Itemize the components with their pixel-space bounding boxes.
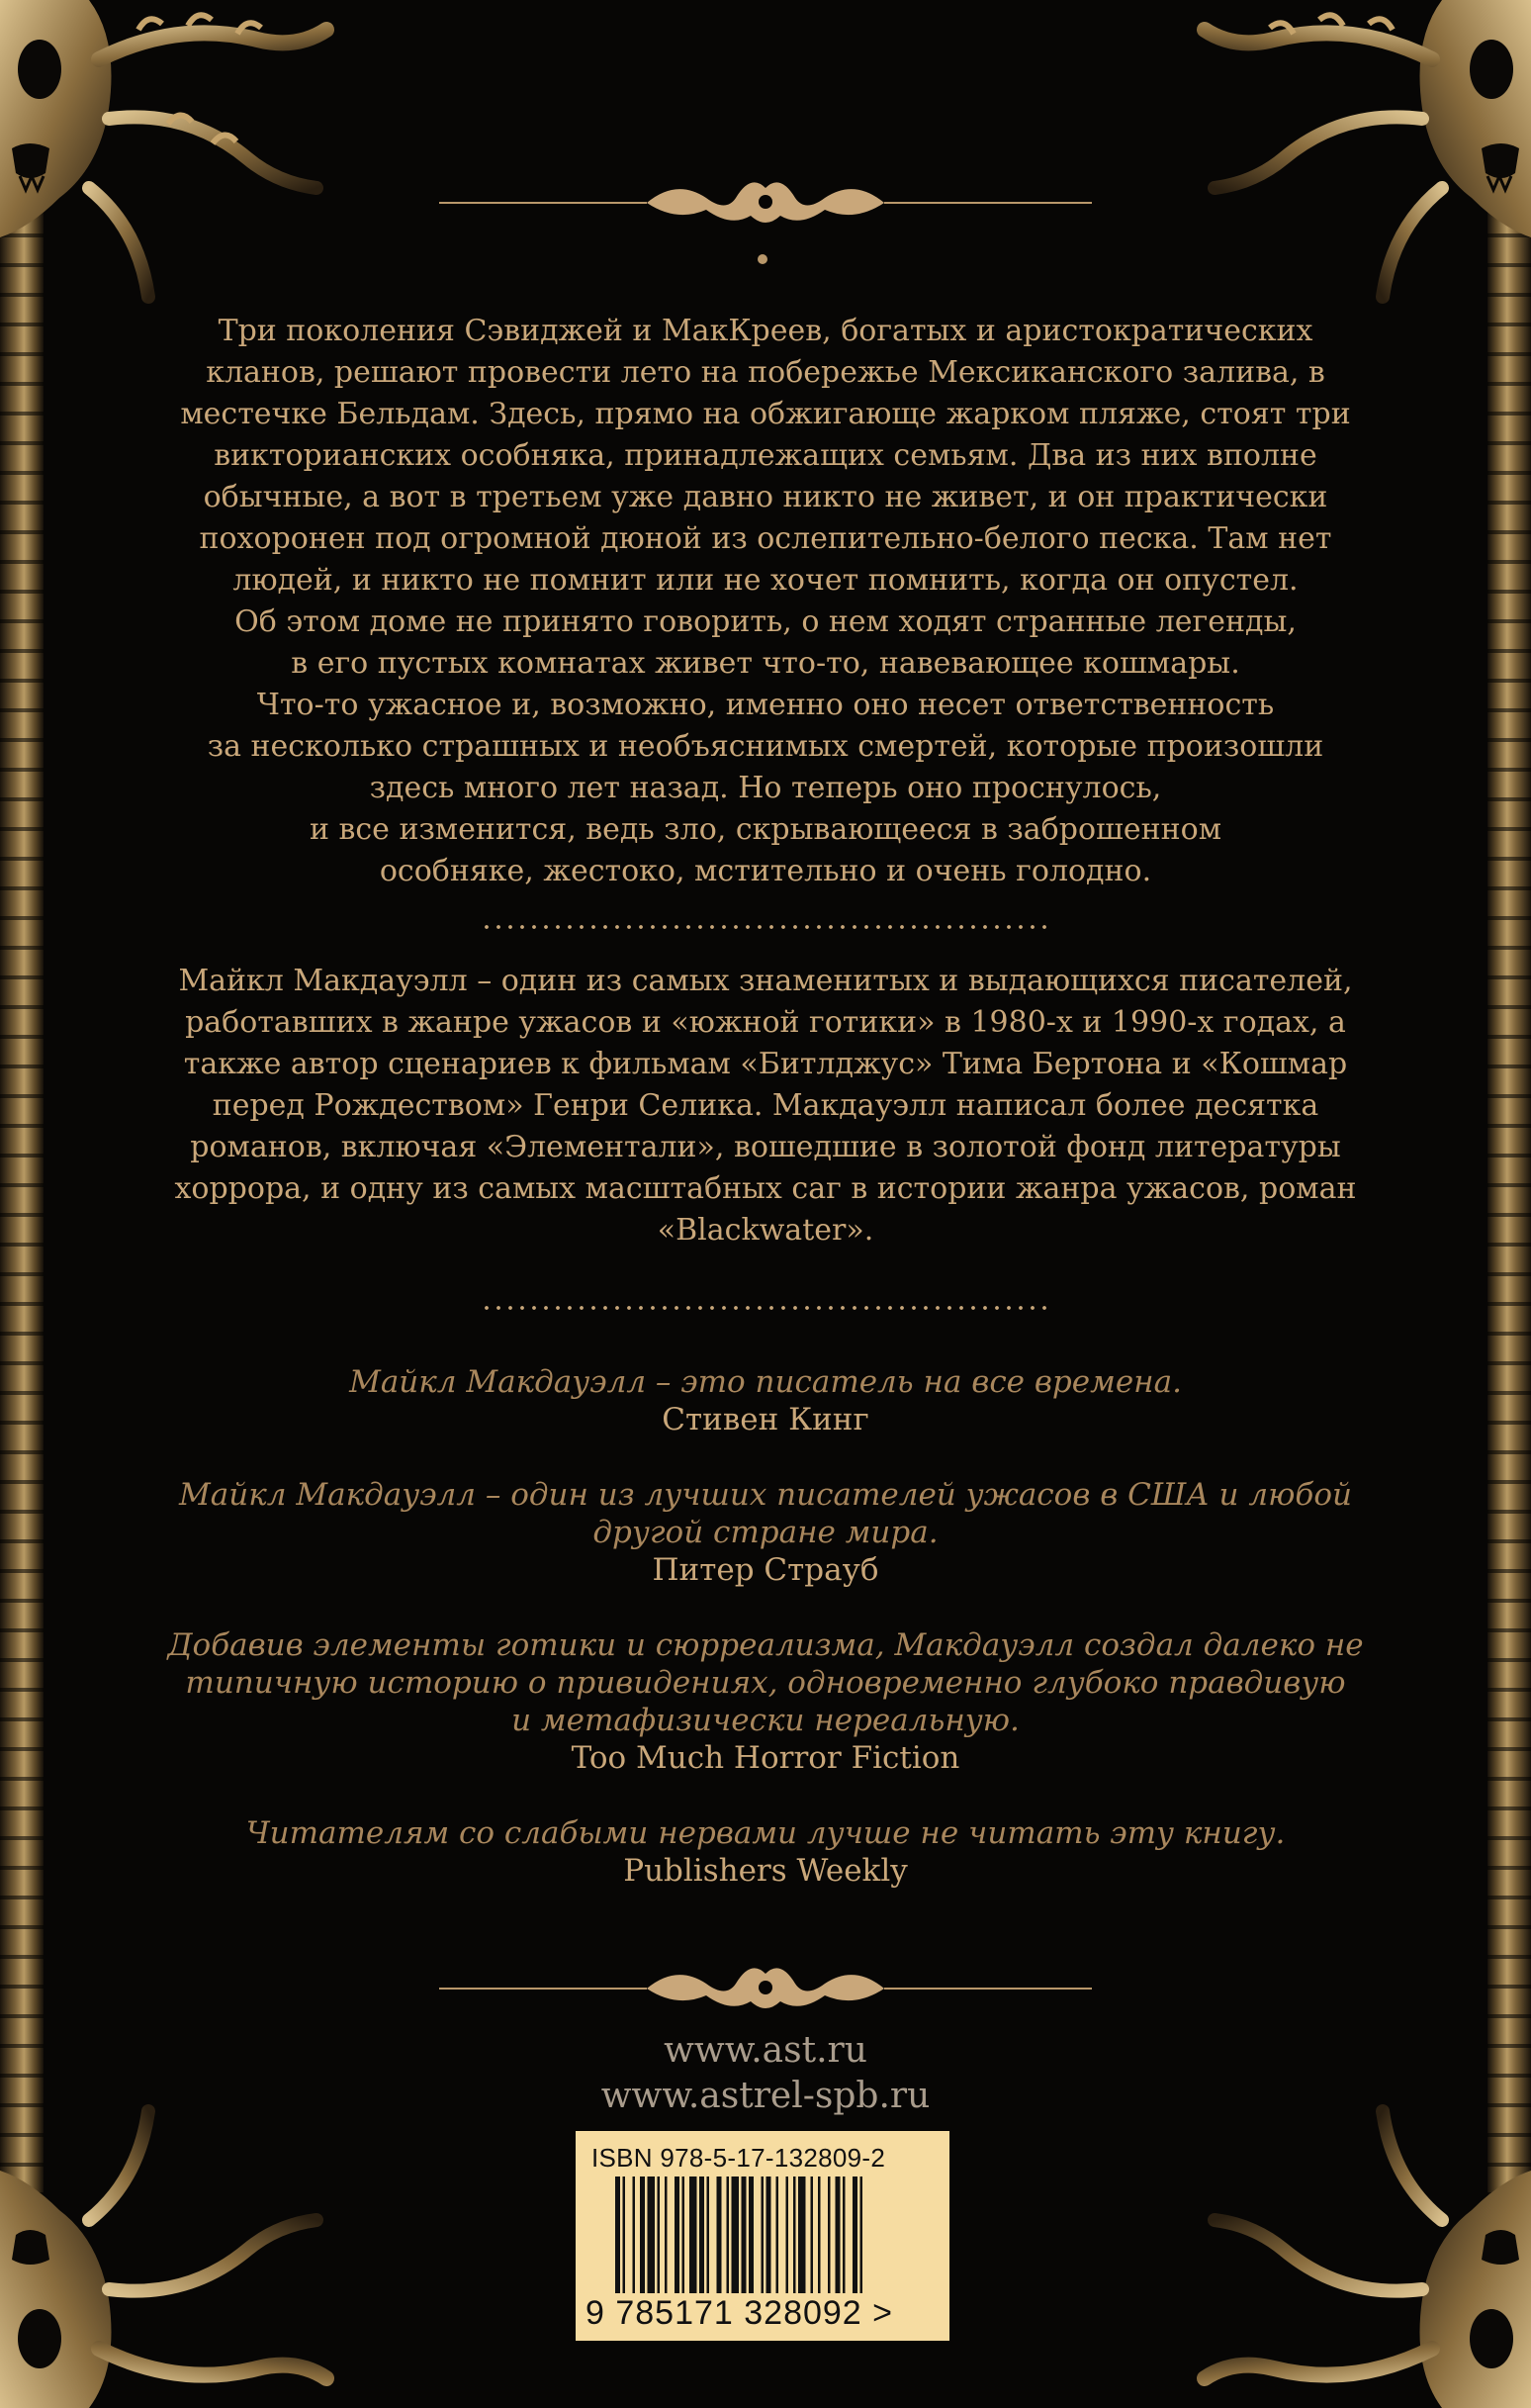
- skull-corner-ornament-icon: [0, 2091, 376, 2408]
- author-bio-line: Майкл Макдауэлл – один из самых знаменитых и выдающихся писателей,: [178, 964, 1353, 998]
- isbn-label: ISBN 978-5-17-132809-2: [591, 2143, 886, 2173]
- review-quote-too-much-horror-fiction: [129, 1626, 1402, 1777]
- skull-corner-ornament-icon: [1155, 0, 1531, 317]
- synopsis-line: местечке Бельдам. Здесь, прямо на обжигающе жарком пляже, стоят три: [180, 397, 1351, 431]
- synopsis-line: людей, и никто не помнит или не хочет помнить, когда он опустел.: [232, 563, 1299, 598]
- website-link[interactable]: www.astrel-spb.ru: [600, 2076, 931, 2116]
- synopsis-line: особняке, жестоко, мстительно и очень голодно.: [379, 854, 1152, 888]
- skull-corner-ornament-icon: [1155, 2091, 1531, 2408]
- review-quote-text: Майкл Макдауэлл – один из лучших писателей ужасов в США и любой: [179, 1477, 1352, 1513]
- synopsis-line: и все изменится, ведь зло, скрывающееся в заброшенном: [309, 812, 1222, 847]
- top-flourish-ornament-icon: [439, 168, 1092, 237]
- skull-corner-ornament-icon: [0, 0, 376, 317]
- synopsis-line: похоронен под огромной дюной из ослепительно-белого песка. Там нет: [199, 521, 1332, 556]
- review-source: Publishers Weekly: [623, 1853, 908, 1889]
- synopsis-line: кланов, решают провести лето на побережье Мексиканского залива, в: [206, 355, 1325, 390]
- barcode-digits: 9 785171 328092 >: [585, 2294, 894, 2332]
- review-quote-text: и метафизически нереальную.: [511, 1703, 1020, 1738]
- review-quote-text: другой стране мира.: [592, 1515, 939, 1550]
- review-quote-text: Читателям со слабыми нервами лучше не читать эту книгу.: [245, 1815, 1286, 1851]
- synopsis-line: за несколько страшных и необъяснимых смертей, которые произошли: [207, 729, 1324, 764]
- review-source: Too Much Horror Fiction: [571, 1740, 960, 1776]
- review-quote-publishers-weekly: [129, 1814, 1402, 1890]
- dotted-separator: [481, 924, 1050, 930]
- author-bio-line: романов, включая «Элементали», вошедшие в золотой фонд литературы: [190, 1130, 1341, 1164]
- synopsis-line: обычные, а вот в третьем уже давно никто не живет, и он практически: [203, 480, 1328, 514]
- review-source: Питер Страуб: [652, 1552, 879, 1588]
- author-bio-line: работавших в жанре ужасов и «южной готики» в 1980-х и 1990-х годах, а: [185, 1005, 1346, 1040]
- review-quote-text: Добавив элементы готики и сюрреализма, Макдауэлл создал далеко не: [167, 1627, 1364, 1663]
- review-quote-stephen-king: [129, 1363, 1402, 1438]
- review-source: Стивен Кинг: [662, 1402, 869, 1437]
- publisher-websites: [0, 2028, 1531, 2119]
- synopsis-line: в его пустых комнатах живет что-то, навевающее кошмары.: [291, 646, 1240, 681]
- isbn-barcode: [576, 2131, 949, 2341]
- author-bio-line: перед Рождеством» Генри Селика. Макдауэлл написал более десятка: [212, 1088, 1319, 1123]
- synopsis-line: Об этом доме не принято говорить, о нем ходят странные легенды,: [234, 604, 1297, 639]
- bottom-flourish-ornament-icon: [439, 1954, 1092, 2023]
- review-quote-peter-straub: [129, 1476, 1402, 1589]
- synopsis-line: викторианских особняка, принадлежащих семьям. Два из них вполне: [214, 438, 1317, 473]
- synopsis-line: здесь много лет назад. Но теперь оно проснулось,: [369, 771, 1162, 805]
- reviews: [129, 1363, 1402, 1927]
- synopsis-line: Три поколения Сэвиджей и МакКреев, богатых и аристократических: [218, 314, 1313, 348]
- dotted-separator: [481, 1305, 1050, 1311]
- author-bio: [129, 961, 1402, 1251]
- ornament-dot: [758, 254, 767, 264]
- author-bio-line: «Blackwater».: [657, 1213, 874, 1248]
- barcode-bars-icon: [615, 2176, 912, 2293]
- synopsis: [129, 311, 1402, 892]
- author-bio-line: хоррора, и одну из самых масштабных саг в истории жанра ужасов, роман: [174, 1171, 1357, 1206]
- website-link[interactable]: www.ast.ru: [664, 2030, 867, 2071]
- review-quote-text: Майкл Макдауэлл – это писатель на все времена.: [349, 1364, 1182, 1400]
- synopsis-line: Что-то ужасное и, возможно, именно оно несет ответственность: [256, 688, 1275, 722]
- review-quote-text: типичную историю о привидениях, одновременно глубоко правдивую: [185, 1665, 1346, 1701]
- author-bio-line: также автор сценариев к фильмам «Битлджус» Тима Бертона и «Кошмар: [183, 1047, 1348, 1081]
